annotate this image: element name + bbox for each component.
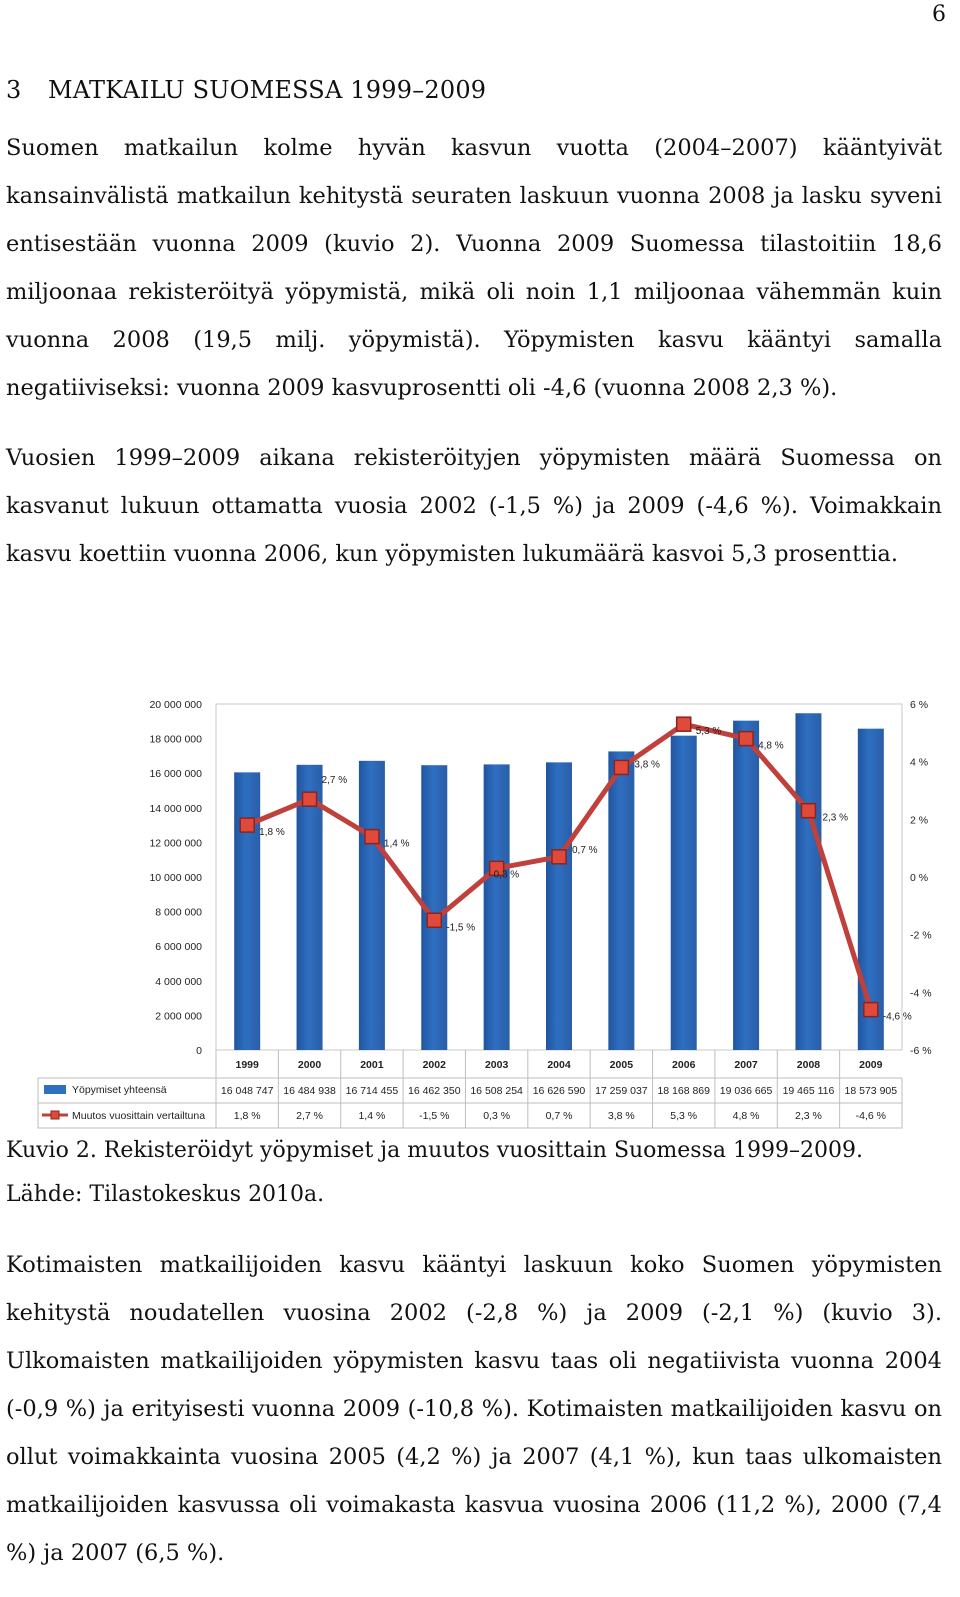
right-tick-label: 2 % xyxy=(910,814,929,827)
line-marker xyxy=(303,792,317,806)
table-value: 0,3 % xyxy=(483,1110,511,1122)
bar xyxy=(671,736,697,1050)
section-title: MATKAILU SUOMESSA 1999–2009 xyxy=(48,76,487,104)
table-value: 5,3 % xyxy=(670,1110,698,1122)
legend-label: Muutos vuosittain vertailtuna xyxy=(72,1110,206,1122)
section-heading xyxy=(6,76,486,104)
table-value: 18 168 869 xyxy=(657,1085,711,1097)
category-label: 1999 xyxy=(235,1059,259,1071)
table-value: 19 465 116 xyxy=(782,1085,835,1097)
line-marker xyxy=(365,830,379,844)
left-tick-label: 4 000 000 xyxy=(155,975,202,988)
bar xyxy=(234,772,260,1050)
table-value: 16 508 254 xyxy=(470,1085,523,1097)
line-marker xyxy=(864,1003,878,1017)
bar xyxy=(359,761,385,1050)
table-value: 2,3 % xyxy=(795,1110,822,1122)
category-label: 2006 xyxy=(672,1059,696,1071)
line-data-label: 2,3 % xyxy=(822,812,849,824)
paragraph-domestic-foreign: Kotimaisten matkailijoiden kasvu kääntyi laskuun koko Suomen yöpymisten kehitystä noudatellen vuosina 2002 (-2,8 %) ja 2009 (-2,1 %) (kuvio 3). Ulkomaisten matkailijoiden yöpymisten kasvu taas oli negatiivista vuonna 2004 (-0,9 %) ja erityisesti vuonna 2009 (-10,8 %). Kotimaisten matkailijoiden kasvu on ollut voimakkainta vuosina 2005 (4,2 %) ja 2007 (4,1 %), kun taas ulkomaisten matkailijoiden kasvussa oli voimakasta kasvua vuosina 2006 (11,2 %), 2000 (7,4 %) ja 2007 (6,5 %). xyxy=(6,1252,942,1566)
table-value: 0,7 % xyxy=(545,1110,573,1122)
line-marker xyxy=(801,804,815,818)
line-data-label: 0,7 % xyxy=(572,844,598,856)
table-value: 4,8 % xyxy=(732,1110,760,1122)
line-marker xyxy=(552,850,566,864)
table-value: 16 484 938 xyxy=(283,1085,336,1097)
line-data-label: -4,6 % xyxy=(882,1011,912,1023)
right-tick-label: -6 % xyxy=(910,1045,932,1057)
legend-key-bars xyxy=(44,1085,66,1094)
table-value: 16 626 590 xyxy=(532,1085,586,1097)
category-label: 2000 xyxy=(297,1059,322,1071)
line-marker xyxy=(614,760,628,774)
bar xyxy=(608,751,634,1050)
table-value: 16 462 350 xyxy=(407,1085,461,1097)
table-value: 18 573 905 xyxy=(844,1085,898,1097)
line-marker xyxy=(427,913,441,927)
legend-label: Yöpymiset yhteensä xyxy=(72,1084,167,1096)
section-number: 3 xyxy=(6,76,22,104)
category-label: 2002 xyxy=(422,1059,446,1071)
left-tick-label: 14 000 000 xyxy=(149,802,202,815)
left-tick-label: 20 000 000 xyxy=(149,699,202,711)
right-tick-label: 6 % xyxy=(910,699,929,711)
left-tick-label: 18 000 000 xyxy=(149,733,202,746)
right-tick-label: -4 % xyxy=(910,987,932,1000)
right-axis xyxy=(910,699,932,1057)
table-value: 16 048 747 xyxy=(220,1085,274,1097)
left-tick-label: 16 000 000 xyxy=(149,768,202,781)
line-data-label: 1,4 % xyxy=(383,838,410,850)
figure-source: Lähde: Tilastokeskus 2010a. xyxy=(6,1182,325,1207)
category-label: 2004 xyxy=(547,1059,571,1071)
category-label: 2007 xyxy=(734,1059,758,1071)
figure-caption: Kuvio 2. Rekisteröidyt yöpymiset ja muutos vuosittain Suomessa 1999–2009. xyxy=(6,1138,863,1163)
category-label: 2005 xyxy=(609,1059,634,1071)
left-tick-label: 2 000 000 xyxy=(155,1010,202,1023)
table-value: 1,8 % xyxy=(233,1110,261,1122)
line-data-label: 2,7 % xyxy=(321,775,348,787)
right-tick-label: 4 % xyxy=(910,756,929,769)
table-value: 1,4 % xyxy=(358,1110,386,1122)
table-value: -1,5 % xyxy=(419,1110,450,1122)
legend-key-marker xyxy=(51,1111,59,1119)
table-value: 19 036 665 xyxy=(719,1085,773,1097)
line-data-label: 0,3 % xyxy=(493,869,520,881)
line-data-label: 1,8 % xyxy=(259,827,285,839)
line-data-label: 5,3 % xyxy=(695,726,722,738)
left-tick-label: 10 000 000 xyxy=(149,872,202,884)
table-value: 17 259 037 xyxy=(595,1085,648,1097)
left-tick-label: 12 000 000 xyxy=(149,837,202,850)
category-label: 2001 xyxy=(360,1059,384,1071)
table-value: 2,7 % xyxy=(296,1110,323,1122)
bar xyxy=(795,713,821,1050)
paragraph-intro: Suomen matkailun kolme hyvän kasvun vuotta (2004–2007) kääntyivät kansainvälistä matkailun kehitystä seuraten laskuun vuonna 2008 ja lasku syveni entisestään vuonna 2009 (kuvio 2). Vuonna 2009 Suomessa tilastoitiin 18,6 miljoonaa rekisteröityä yöpymistä, mikä oli noin 1,1 miljoonaa vähemmän kuin vuonna 2008 (19,5 milj. yöpymistä). Yöpymisten kasvu kääntyi samalla negatiiviseksi: vuonna 2009 kasvuprosentti oli -4,6 (vuonna 2008 2,3 %). xyxy=(6,135,942,401)
line-marker xyxy=(677,717,691,731)
line-data-label: -1,5 % xyxy=(446,922,476,934)
left-axis xyxy=(149,699,902,1057)
left-tick-label: 8 000 000 xyxy=(155,906,202,919)
right-tick-label: -2 % xyxy=(910,929,932,942)
line-marker xyxy=(240,818,254,832)
bar-series xyxy=(234,713,884,1050)
category-label: 2009 xyxy=(859,1059,883,1071)
bar xyxy=(484,764,510,1050)
paragraph-growth: Vuosien 1999–2009 aikana rekisteröityjen yöpymisten määrä Suomessa on kasvanut lukuun ottamatta vuosia 2002 (-1,5 %) ja 2009 (-4,6 %). Voimakkain kasvu koettiin vuonna 2006, kun yöpymisten lukumäärä kasvoi 5,3 prosenttia. xyxy=(6,445,942,567)
line-marker xyxy=(739,732,753,746)
category-label: 2003 xyxy=(484,1059,509,1071)
table-value: 3,8 % xyxy=(607,1110,635,1122)
category-label: 2008 xyxy=(796,1059,821,1071)
bar xyxy=(297,765,323,1050)
overnight-stays-chart xyxy=(0,685,960,1135)
line-data-label: 3,8 % xyxy=(634,759,660,771)
data-table xyxy=(38,1050,902,1128)
left-tick-label: 6 000 000 xyxy=(155,941,202,954)
bar xyxy=(546,762,572,1050)
bar xyxy=(733,721,759,1050)
table-value: 16 714 455 xyxy=(345,1085,399,1097)
table-value: -4,6 % xyxy=(855,1110,886,1122)
page-number: 6 xyxy=(932,2,946,27)
left-tick-label: 0 xyxy=(196,1045,202,1057)
right-tick-label: 0 % xyxy=(910,872,929,884)
line-data-label: 4,8 % xyxy=(758,740,784,752)
